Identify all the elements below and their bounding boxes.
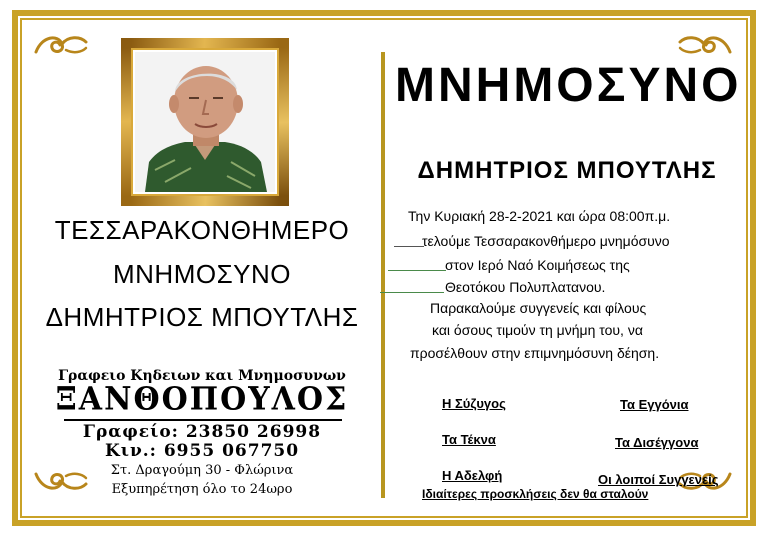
deceased-name: ΔΗΜΗΤΡΙΟΣ ΜΠΟΥΤΛΗΣ xyxy=(417,157,717,184)
body-line: στον Ιερό Ναό Κοιμήσεως της xyxy=(445,257,630,273)
funeral-office-name: ΞΑΝΘΟΠΟΥΛΟΣ xyxy=(55,381,349,418)
signer-spouse: Η Σύζυγος xyxy=(442,396,506,411)
left-title-line1: ΤΕΣΣΑΡΑΚΟΝΘΗΜΕΡΟ xyxy=(54,215,350,245)
signer-grandchildren: Τα Εγγόνια xyxy=(620,397,689,412)
signer-other-relatives: Οι λοιποί Συγγενείς xyxy=(598,472,719,487)
text-underline-mark xyxy=(380,292,444,293)
scroll-flourish-icon xyxy=(676,32,734,58)
memorial-heading: ΜΝΗΜΟΣΥΝΟ xyxy=(395,59,742,112)
scroll-flourish-icon xyxy=(32,32,90,58)
funeral-office-label: Γραφειο Κηδειων και Μνημοσυνων xyxy=(58,368,346,384)
left-title-line3: ΔΗΜΗΤΡΙΟΣ ΜΠΟΥΤΛΗΣ xyxy=(45,302,359,332)
body-line: Θεοτόκου Πολυπλατανου. xyxy=(445,279,606,295)
office-service-hours: Εξυπηρέτηση όλο το 24ωρο xyxy=(111,482,293,497)
signer-children: Τα Τέκνα xyxy=(442,432,496,447)
body-line: Την Κυριακή 28-2-2021 και ώρα 08:00π.μ. xyxy=(408,208,671,224)
body-line: και όσους τιμούν τη μνήμη του, να xyxy=(432,322,643,338)
text-underline-mark xyxy=(394,246,424,247)
body-line: προσέλθουν στην επιμνημόσυνη δέηση. xyxy=(410,345,660,361)
office-address: Στ. Δραγούμη 30 - Φλώρινα xyxy=(110,463,294,478)
office-mobile: Κιν.: 6955 067750 xyxy=(104,441,300,461)
left-title-line2: ΜΝΗΜΟΣΥΝΟ xyxy=(112,259,291,289)
photo-frame xyxy=(121,38,289,206)
signer-great-grandchildren: Τα Δισέγγονα xyxy=(615,435,699,450)
office-phone: Γραφείο: 23850 26998 xyxy=(82,422,322,442)
footer-note: Ιδιαίτερες προσκλήσεις δεν θα σταλούν xyxy=(422,487,649,501)
body-line: Παρακαλούμε συγγενείς και φίλους xyxy=(430,300,647,316)
office-name-underline xyxy=(64,419,342,421)
portrait-photo xyxy=(135,52,275,192)
signer-sister: Η Αδελφή xyxy=(442,468,503,483)
text-underline-mark xyxy=(388,270,446,271)
body-line: τελούμε Τεσσαρακονθήμερο μνημόσυνο xyxy=(422,233,670,249)
